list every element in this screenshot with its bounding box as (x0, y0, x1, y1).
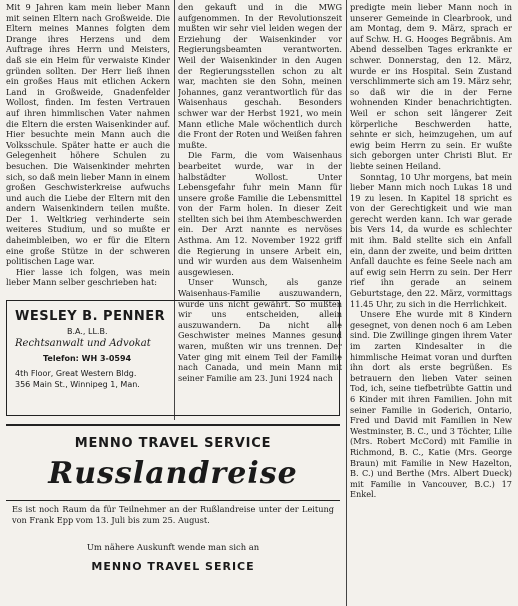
article-paragraph: Unsere Ehe wurde mit 8 Kindern gesegnet, von denen noch 6 am Leben sind. Die Zwillinge gingen ihrem Vater im zarten Kindesalter in die himmlische Heimat voran und durften ihn dort als erste begrüßen. Es betrauern den lieben Vater seinen Tod, ich, seine tiefbetrübte Gattin und 6 Kinder mit ihren Familien. John mit seiner Familie in Goderich, Ontario, Fred und David mit Familien in New Westminster, B. C., und 3 Töchter, Lilie (Mrs. Robert McCord) mit Familie in Richmond, B. C., Katie (Mrs. George Braun) mit Familie in New Hazelton, B. C.) und Berthe (Mrs. Albert Dueck) mit Familie in Vancouver, B.C.) 17 Enkel. (350, 309, 512, 500)
advertiser-address-line2: 356 Main St., Winnipeg 1, Man. (15, 380, 140, 389)
article-paragraph: Hier lasse ich folgen, was mein lieber Mann selber geschrieben hat: (6, 266, 170, 288)
article-paragraph: Sonntag, 10 Uhr morgens, bat mein lieber Mann mich noch Lukas 18 und 19 zu lesen. In Kapitel 18 spricht es von der Gerechtigkeit und wie man gerecht werden kann. Ich war gerade bis Vers 14, da wurde es schlechter mit ihm. Bald stellte sich ein Anfall ein, dann der zweite, und beim dritten Anfall dauchte es feine Seele nach am auf ewig sein Herrn zu sein. Der Herr rief ihn gerade an seinem Geburtstage, den 22. März, vormittags 11.45 Uhr, zu sich in die Herrlichkeit. (350, 171, 512, 309)
travel-ad-header: MENNO TRAVEL SERVICE (74, 436, 272, 451)
advertiser-address-line1: 4th Floor, Great Western Bldg. (15, 369, 137, 378)
article-column-3 (350, 2, 512, 602)
advertiser-phone: Telefon: WH 3-0594 (43, 354, 132, 363)
travel-ad-rule (6, 500, 340, 501)
article-column-1 (6, 2, 170, 302)
advertiser-title: Rechtsanwalt und Advokat (15, 338, 151, 349)
article-paragraph: Unser Wunsch, als ganze Waisenhaus-Familie auszuwandern, wurde uns nicht gewährt. So mußten wir uns entscheiden, allein auszuwandern. Da nicht alle Geschwister meines Mannes gesund waren, mußten wir uns trennen. Der Vater ging mit einem Teil der Familie nach Canada, und mein Mann mit seiner Familie am 23. Juni 1924 nach (178, 277, 342, 383)
article-paragraph: predigte mein lieber Mann noch in unserer Gemeinde in Clearbrook, und am Montag, dem 9. März, sprach er auf Schw. H. G. Hooges Begräbnis. Am Abend desselben Tages erkrankte er schwer. Donnerstag, den 12. März, wurde er ins Hospital. Sein Zustand verschlimmerte sich am 19. März sehr, so daß wir die in der Ferne wohnenden Kinder benachrichtigten. Weil er schon seit längerer Zeit körperliche Beschwerden hatte, sehnte er sich, heimzugehen, um auf ewig beim Herrn zu sein. Er wußte sich geborgen unter Christi Blut. Er liebte seinen Heiland. (350, 2, 512, 171)
advertiser-name: WESLEY B. PENNER (15, 309, 166, 324)
travel-ad-body: Es ist noch Raum da für Teilnehmer an der Rußlandreise unter der Leitung von Frank Epp vom 13. Juli bis zum 25. August. (12, 504, 334, 525)
article-paragraph: den gekauft und in die MWG aufgenommen. In der Revolutionszeit mußten wir sehr viel leiden wegen der Erziehung der Waisenkinder vor Regierungsbeamten verantworten. Weil der Waisenkinder in den Augen der Regierungsstellen schon zu alt war, machten sie den Sohn, meinen Johannes, ganz verantwortlich für das Waisenhaus geschah. Besonders schwer war der Herbst 1921, wo mein Mann etliche Male wöchentlich durch die Front der Roten und Weißen fahren mußte. (178, 2, 342, 150)
travel-advertisement (6, 424, 340, 606)
article-paragraph: Die Farm, die vom Waisenhaus bearbeitet wurde, war in der halbstädter Wollost. Unter Lebensgefahr fuhr mein Mann für unsere große Familie die Lebensmittel von der Farm holen. In dieser Zeit stellten sich bei ihm Atembeschwerden ein. Der Arzt nannte es nervöses Asthma. Am 12. November 1922 griff die Regierung in unsere Arbeit ein, und wir wurden aus dem Waisenheim ausgewiesen. (178, 150, 342, 277)
travel-ad-footer: Um nähere Auskunft wende man sich an (86, 542, 260, 552)
lawyer-advertisement (6, 300, 340, 416)
column-divider (346, 0, 347, 606)
travel-ad-title: Russlandreise (48, 456, 298, 491)
travel-ad-bottom: MENNO TRAVEL SERICE (91, 560, 255, 573)
article-paragraph: Mit 9 Jahren kam mein lieber Mann mit seinen Eltern nach Großweide. Die Eltern meines Mannes folgten dem Drange ihres Herzens und dem Auftrage ihres Herrn und Meisters, daß sie ein Heim für verwaiste Kinder gründen sollten. Der Herr ließ ihnen ein großes Haus mit etlichen Ackern Land in Großweide, Gnadenfelder Wollost, finden. Im festen Vertrauen auf ihren himmlischen Vater nahmen die Eltern die ersten Waisenkinder auf. Hier besuchte mein Mann auch die Volksschule. Später hatte er auch die Gelegenheit höhere Schulen zu besuchen. Die Waisenkinder mehrten sich, so daß mein lieber Mann in einem großen Geschwisterkreise aufwuchs und auch die Liebe der Eltern mit den andern Waisenkindern teilen mußte. Der 1. Weltkrieg verhinderte sein weiteres Studium, und so mußte er daheimbleiben, wo er für die Eltern eine große Stütze in der schweren politischen Lage war. (6, 2, 170, 267)
advertiser-degree: B.A., LL.B. (67, 327, 108, 336)
